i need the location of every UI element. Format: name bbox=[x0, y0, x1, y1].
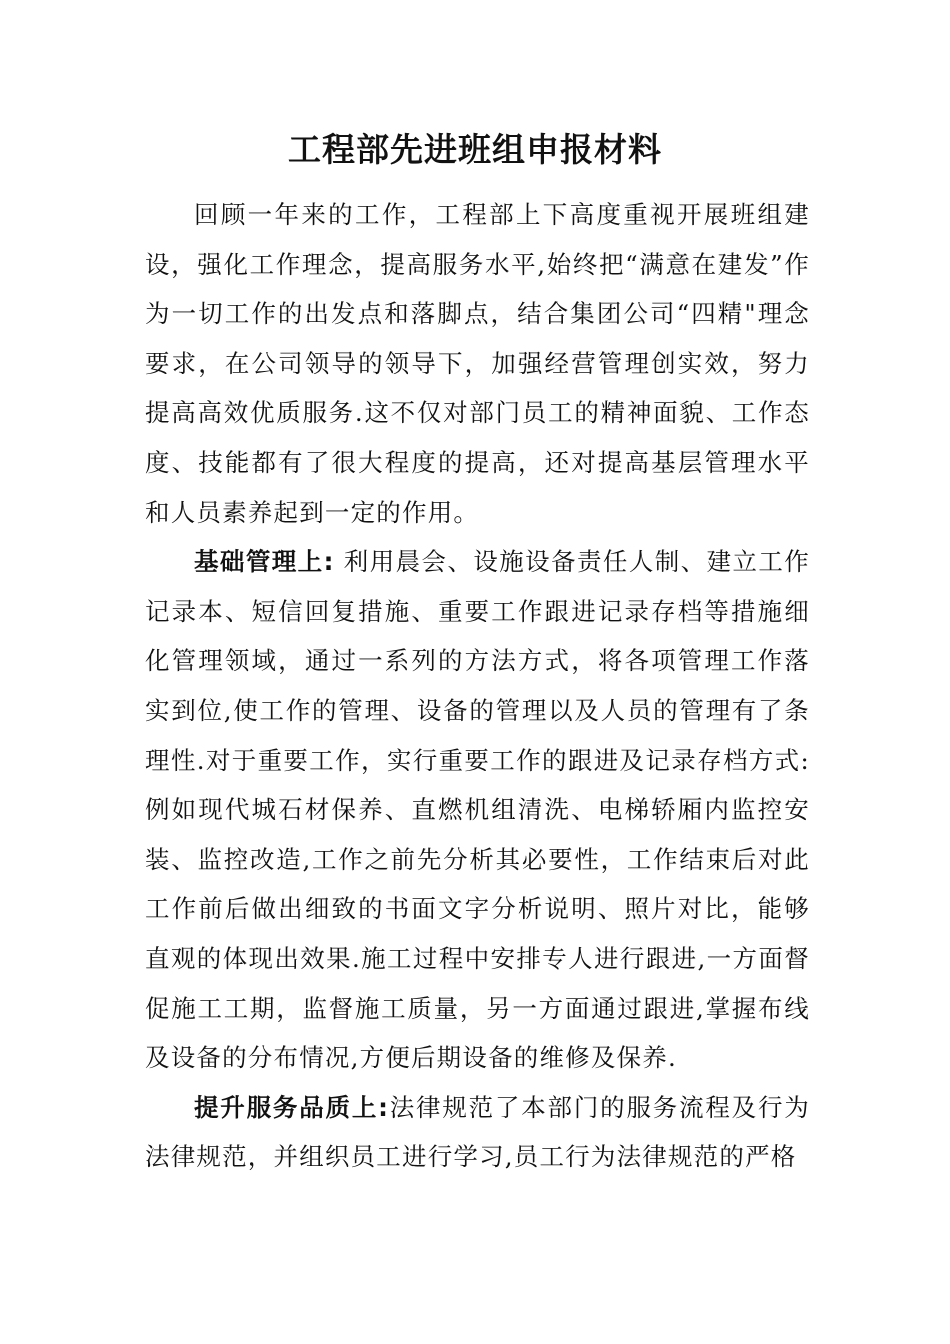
paragraph-service-quality bbox=[145, 1083, 810, 1182]
paragraph-basic-management-text: 利用晨会、设施设备责任人制、建立工作记录本、短信回复措施、重要工作跟进记录存档等措施细化管理领域，通过一系列的方法方式，将各项管理工作落实到位,使工作的管理、设备的管理以及人员的管理有了条理性.对于重要工作，实行重要工作的跟进及记录存档方式:例如现代城石材保养、直燃机组清洗、电梯轿厢内监控安装、监控改造,工作之前先分析其必要性，工作结束后对此工作前后做出细致的书面文字分析说明、照片对比，能够直观的体现出效果.施工过程中安排专人进行跟进,一方面督促施工工期，监督施工质量，另一方面通过跟进,掌握布线及设备的分布情况,方便后期设备的维修及保养. bbox=[145, 547, 811, 1073]
paragraph-intro-text: 回顾一年来的工作，工程部上下高度重视开展班组建设，强化工作理念，提高服务水平,始终把“满意在建发”作为一切工作的出发点和落脚点，结合集团公司“四精"理念要求，在公司领导的领导下，加强经营管理创实效，努力提高高效优质服务.这不仅对部门员工的精神面貌、工作态度、技能都有了很大程度的提高，还对提高基层管理水平和人员素养起到一定的作用。 bbox=[145, 200, 810, 527]
paragraph-intro bbox=[145, 190, 810, 537]
document-body bbox=[145, 190, 810, 1182]
document-title: 工程部先进班组申报材料 bbox=[288, 130, 662, 169]
paragraph-service-quality-text: 法律规范了本部门的服务流程及行为法律规范，并组织员工进行学习,员工行为法律规范的严格 bbox=[145, 1092, 810, 1172]
paragraph-service-quality-heading: 提升服务品质上: bbox=[194, 1092, 390, 1122]
paragraph-basic-management bbox=[145, 537, 810, 1083]
paragraph-basic-management-heading: 基础管理上: bbox=[194, 547, 335, 577]
